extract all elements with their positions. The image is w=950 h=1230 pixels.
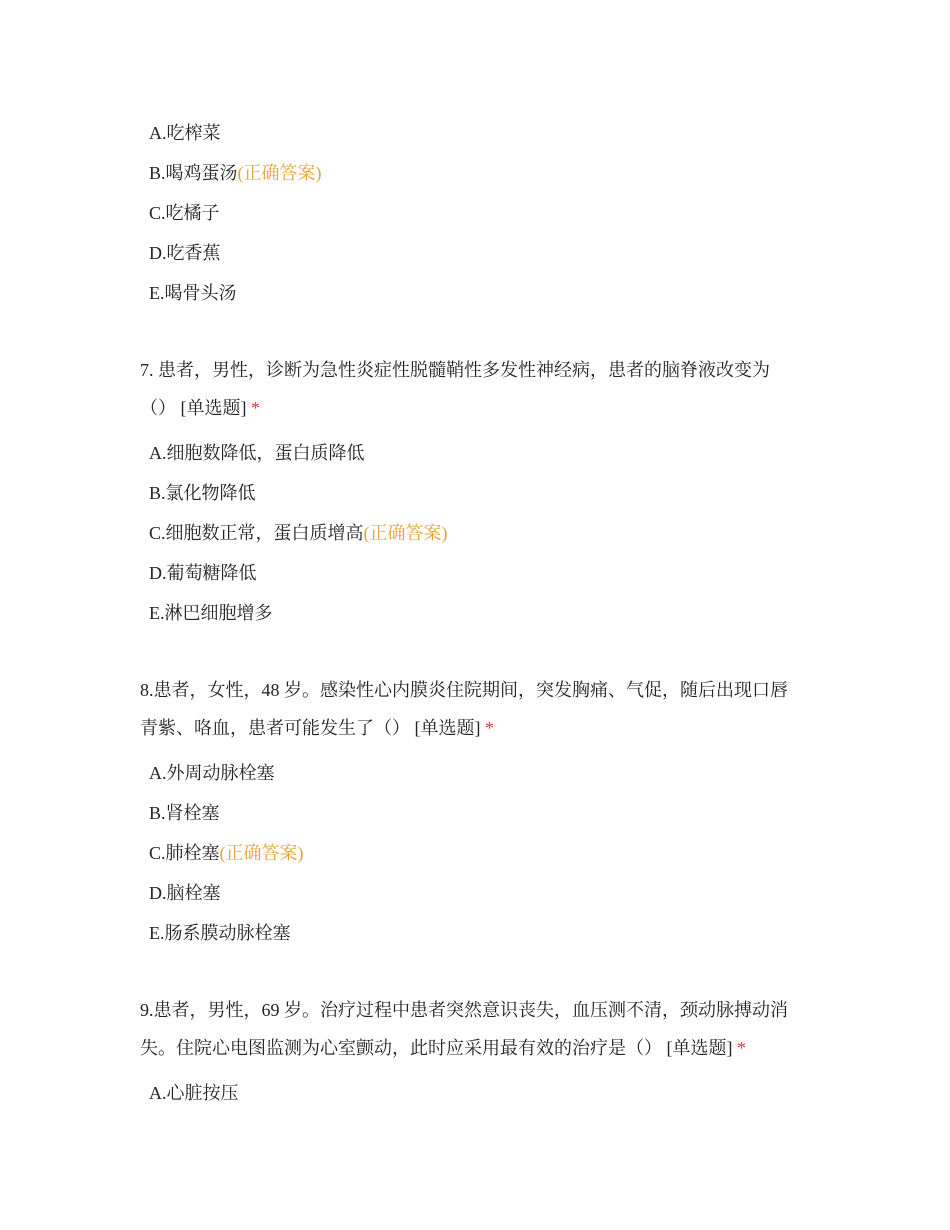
q6-option-d — [149, 240, 221, 266]
option-text: A.心脏按压 — [149, 1083, 239, 1103]
required-mark: * — [485, 718, 494, 738]
correct-answer-tag: (正确答案) — [237, 163, 322, 183]
option-text: E.淋巴细胞增多 — [149, 603, 273, 623]
option-text: B.肾栓塞 — [149, 803, 220, 823]
option-text: B.喝鸡蛋汤 — [149, 163, 238, 183]
q7-stem-line2 — [140, 394, 260, 422]
q7-option-e — [149, 600, 273, 626]
q6-option-c — [149, 200, 220, 226]
q8-stem-line2 — [140, 714, 494, 742]
q7-stem-line1: 7. 患者，男性，诊断为急性炎症性脱髓鞘性多发性神经病，患者的脑脊液改变为 — [140, 360, 770, 380]
question-text: 青紫、咯血，患者可能发生了（） [单选题] — [140, 718, 481, 738]
option-text: E.喝骨头汤 — [149, 283, 237, 303]
option-text: A.吃榨菜 — [149, 123, 221, 143]
q9-stem-line2 — [140, 1034, 746, 1062]
question-type: （） [单选题] — [140, 398, 247, 418]
option-text: D.葡萄糖降低 — [149, 563, 257, 583]
option-text: A.外周动脉栓塞 — [149, 763, 275, 783]
q8-option-d — [149, 880, 221, 906]
option-text: C.肺栓塞 — [149, 843, 220, 863]
q7-option-c — [149, 520, 448, 546]
q8-option-a — [149, 760, 275, 786]
required-mark: * — [737, 1038, 746, 1058]
q6-option-a — [149, 120, 221, 146]
option-text: E.肠系膜动脉栓塞 — [149, 923, 291, 943]
correct-answer-tag: (正确答案) — [363, 523, 448, 543]
option-text: D.吃香蕉 — [149, 243, 221, 263]
q7-option-a — [149, 440, 365, 466]
q8-option-c — [149, 840, 304, 866]
q8-option-b — [149, 800, 220, 826]
option-text: A.细胞数降低，蛋白质降低 — [149, 443, 365, 463]
q8-stem-line1: 8.患者，女性，48 岁。感染性心内膜炎住院期间，突发胸痛、气促，随后出现口唇 — [140, 680, 788, 700]
q6-option-e — [149, 280, 237, 306]
q6-option-b — [149, 160, 322, 186]
correct-answer-tag: (正确答案) — [219, 843, 304, 863]
q9-option-a — [149, 1080, 239, 1106]
q8-option-e — [149, 920, 291, 946]
q7-option-b — [149, 480, 256, 506]
option-text: C.吃橘子 — [149, 203, 220, 223]
question-text: 失。住院心电图监测为心室颤动，此时应采用最有效的治疗是（） [单选题] — [140, 1038, 733, 1058]
required-mark: * — [251, 398, 260, 418]
q7-option-d — [149, 560, 257, 586]
option-text: B.氯化物降低 — [149, 483, 256, 503]
q9-stem-line1: 9.患者，男性，69 岁。治疗过程中患者突然意识丧失，血压测不清，颈动脉搏动消 — [140, 1000, 788, 1020]
option-text: D.脑栓塞 — [149, 883, 221, 903]
option-text: C.细胞数正常，蛋白质增高 — [149, 523, 364, 543]
